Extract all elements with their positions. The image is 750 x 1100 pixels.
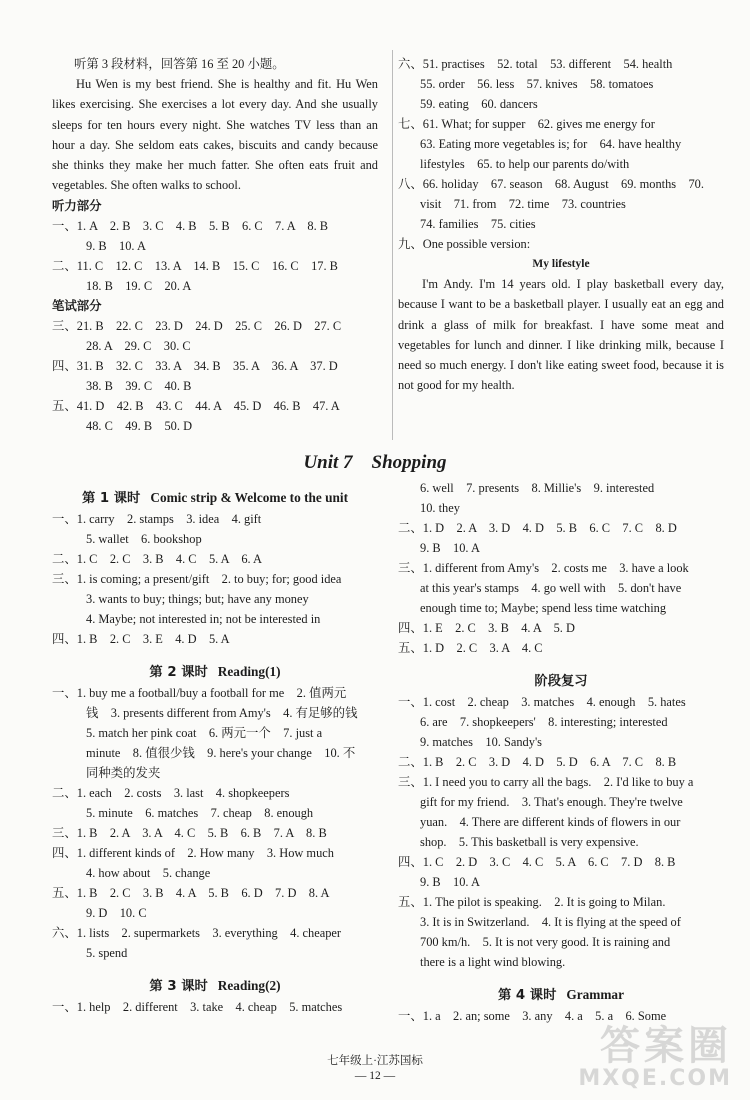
answer-line: yuan. 4. There are different kinds of flowers in our (420, 815, 681, 829)
answer-line: 700 km/h. 5. It is not very good. It is raining and (420, 935, 671, 949)
answer-line: 三、1. different from Amy's 2. costs me 3. have a look (398, 561, 689, 575)
answer-line: 9. B 10. A (86, 238, 146, 253)
answer-line: 5. match her pink coat 6. 两元一个 7. just a (86, 726, 323, 740)
essay-title: My lifestyle (532, 258, 590, 270)
answer-line: 74. families 75. cities (420, 217, 536, 231)
answer-line: 18. B 19. C 20. A (86, 278, 192, 293)
lesson-name: Comic strip & Welcome to the unit (150, 490, 349, 505)
answer-line: 9. D 10. C (86, 906, 147, 920)
answer-line: 五、1. B 2. C 3. B 4. A 5. B 6. D 7. D 8. A (52, 886, 330, 900)
top-right-column (398, 54, 724, 396)
sample-essay: I'm Andy. I'm 14 years old. I play basketball every day, because I want to be a basketball player. I usually eat an egg and drink a glass of milk for breakfast. I have some meat and vegetables for lunch and dinner. I like drinking milk, because I need so much energy. I don't like eating sweet food, because it is not good for my health. (398, 277, 724, 393)
answer-line: 二、11. C 12. C 13. A 14. B 15. C 16. C 17. B (52, 258, 338, 273)
footer-edition: 七年级上·江苏国标 (327, 1055, 423, 1067)
answer-line: 4. how about 5. change (86, 866, 211, 880)
top-left-column (52, 54, 378, 436)
section-title (52, 661, 378, 683)
answer-line: 三、1. is coming; a present/gift 2. to buy; for; good idea (52, 572, 342, 586)
answer-line: 九、One possible version: (398, 237, 531, 251)
watermark-text: 答案圈 (600, 1023, 732, 1069)
answer-line: 一、1. help 2. different 3. take 4. cheap 5. matches (52, 1000, 343, 1014)
answer-line: 四、1. B 2. C 3. E 4. D 5. A (52, 632, 230, 646)
answer-line: 一、1. cost 2. cheap 3. matches 4. enough 5. hates (398, 695, 686, 709)
lesson-number: 第 4 课时 (497, 988, 557, 1003)
writing-heading: 笔试部分 (52, 297, 102, 313)
answer-line: 4. Maybe; not interested in; not be interested in (86, 612, 321, 626)
answer-line: 三、1. B 2. A 3. A 4. C 5. B 6. B 7. A 8. B (52, 826, 327, 840)
answer-line: 五、1. The pilot is speaking. 2. It is going to Milan. (398, 895, 666, 909)
section-title (52, 487, 378, 509)
lesson-name: Grammar (566, 987, 624, 1002)
review-title: 阶段复习 (534, 674, 588, 689)
answer-line: 5. minute 6. matches 7. cheap 8. enough (86, 806, 314, 820)
answer-line: 10. they (420, 501, 460, 515)
section-title (398, 984, 724, 1006)
answer-line: visit 71. from 72. time 73. countries (420, 197, 626, 211)
answer-line: 55. order 56. less 57. knives 58. tomatoes (420, 77, 654, 91)
lesson-name: Reading(2) (217, 978, 281, 993)
bottom-left-column (52, 487, 378, 1017)
answer-line: shop. 5. This basketball is very expensive. (420, 835, 639, 849)
column-divider (392, 50, 393, 440)
answer-line: 一、1. buy me a football/buy a football for me 2. 值两元 (52, 686, 347, 700)
answer-line: 3. It is in Switzerland. 4. It is flying at the speed of (420, 915, 681, 929)
answer-line: 9. B 10. A (420, 875, 480, 889)
answer-line: 一、1. A 2. B 3. C 4. B 5. B 6. C 7. A 8. B (52, 218, 329, 233)
answer-line: 一、1. carry 2. stamps 3. idea 4. gift (52, 512, 262, 526)
answer-line: 二、1. D 2. A 3. D 4. D 5. B 6. C 7. C 8. D (398, 521, 677, 535)
answer-line: 28. A 29. C 30. C (86, 338, 191, 353)
answer-line: 四、1. E 2. C 3. B 4. A 5. D (398, 621, 575, 635)
unit-title: Unit 7 Shopping (303, 452, 447, 473)
answer-line: 38. B 39. C 40. B (86, 378, 192, 393)
listening-intro: 听第 3 段材料，回答第 16 至 20 小题。 (74, 57, 285, 71)
answer-line: 6. well 7. presents 8. Millie's 9. interested (420, 481, 655, 495)
answer-line: 钱 3. presents different from Amy's 4. 有足够的钱 (86, 706, 358, 720)
answer-line: 48. C 49. B 50. D (86, 418, 193, 433)
watermark-url: MXQE.COM (578, 1066, 732, 1091)
lesson-number: 第 2 课时 (149, 665, 208, 680)
answer-line: 四、1. C 2. D 3. C 4. C 5. A 6. C 7. D 8. B (398, 855, 676, 869)
answer-line: 5. wallet 6. bookshop (86, 532, 202, 546)
answer-line: 63. Eating more vegetables is; for 64. have healthy (420, 137, 682, 151)
lesson-name: Reading(1) (217, 664, 281, 679)
answer-line: enough time to; Maybe; spend less time watching (420, 601, 667, 615)
page-number: — 12 — (354, 1070, 396, 1082)
listening-heading: 听力部分 (52, 197, 102, 213)
answer-line: 三、1. I need you to carry all the bags. 2. I'd like to buy a (398, 775, 694, 789)
answer-line: 6. are 7. shopkeepers' 8. interesting; interested (420, 715, 668, 729)
answer-line: 9. matches 10. Sandy's (420, 735, 542, 749)
bottom-right-column (398, 478, 724, 1026)
answer-line: 5. spend (86, 946, 128, 960)
section-title (398, 670, 724, 692)
answer-line: 二、1. each 2. costs 3. last 4. shopkeepers (52, 786, 290, 800)
lesson-number: 第 3 课时 (149, 979, 208, 994)
answer-line: 一、1. a 2. an; some 3. any 4. a 5. a 6. Some (398, 1009, 667, 1023)
answer-line: 七、61. What; for supper 62. gives me energy for (398, 117, 655, 131)
answer-line: 9. B 10. A (420, 541, 480, 555)
answer-line: 五、41. D 42. B 43. C 44. A 45. D 46. B 47. A (52, 398, 340, 413)
answer-line: minute 8. 值很少钱 9. here's your change 10. 不 (86, 746, 356, 760)
listening-passage: Hu Wen is my best friend. She is healthy and fit. Hu Wen likes exercising. She exercises a lot every day. And she usually sleeps for ten hours every night. She watches TV less than an hour a day. She seldom eats cakes, biscuits and candy because she thinks they make her much fatter. She often eats fruit and vegetables. She often walks to school. (52, 77, 378, 193)
answer-line: 四、1. different kinds of 2. How many 3. How much (52, 846, 334, 860)
answer-line: gift for my friend. 3. That's enough. They're twelve (420, 795, 683, 809)
watermark-logo (578, 1023, 732, 1091)
answer-line: 二、1. C 2. C 3. B 4. C 5. A 6. A (52, 552, 262, 566)
answer-line: 三、21. B 22. C 23. D 24. D 25. C 26. D 27. C (52, 318, 342, 333)
answer-line: at this year's stamps 4. go well with 5. don't have (420, 581, 682, 595)
answer-line: 59. eating 60. dancers (420, 97, 538, 111)
lesson-number: 第 1 课时 (81, 491, 141, 506)
answer-line: 五、1. D 2. C 3. A 4. C (398, 641, 543, 655)
answer-line: 二、1. B 2. C 3. D 4. D 5. D 6. A 7. C 8. B (398, 755, 677, 769)
section-title (52, 975, 378, 997)
answer-line: 六、1. lists 2. supermarkets 3. everything 4. cheaper (52, 926, 342, 940)
answer-line: 同种类的发夹 (86, 766, 161, 780)
answer-line: 六、51. practises 52. total 53. different 54. health (398, 57, 673, 71)
answer-line: 3. wants to buy; things; but; have any money (86, 592, 309, 606)
answer-line: 四、31. B 32. C 33. A 34. B 35. A 36. A 37. D (52, 358, 338, 373)
answer-line: lifestyles 65. to help our parents do/with (420, 157, 630, 171)
answer-line: 八、66. holiday 67. season 68. August 69. months 70. (398, 177, 704, 191)
answer-line: there is a light wind blowing. (420, 955, 566, 969)
